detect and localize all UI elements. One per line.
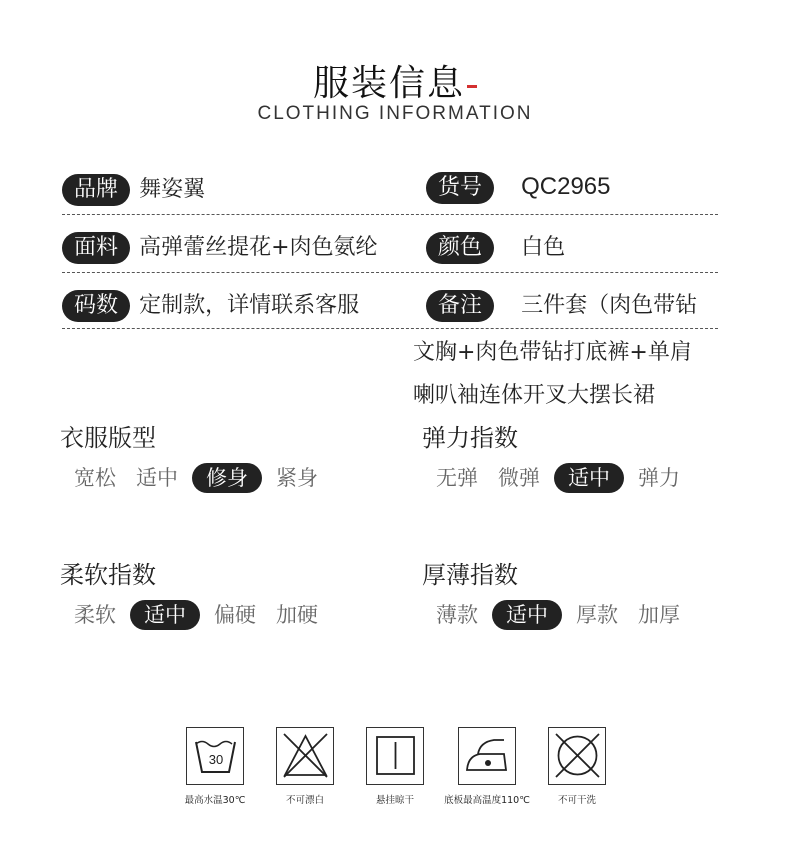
title-accent bbox=[467, 85, 477, 88]
fit-scale bbox=[64, 463, 328, 493]
sku-row bbox=[426, 172, 611, 204]
scale-option: 宽松 bbox=[74, 466, 116, 490]
size-value: 定制款，详情联系客服 bbox=[139, 293, 360, 318]
scale-option-selected: 适中 bbox=[130, 600, 200, 630]
note-line-3: 喇叭袖连体开叉大摆长裙 bbox=[413, 383, 656, 408]
color-label: 颜色 bbox=[426, 232, 494, 264]
fit-title: 衣服版型 bbox=[60, 424, 156, 452]
note-line-2: 文胸+肉色带钻打底裤+单肩 bbox=[413, 340, 692, 365]
scale-option: 紧身 bbox=[276, 466, 318, 490]
wash-temp: 30 bbox=[208, 752, 223, 767]
scale-option-selected: 修身 bbox=[192, 463, 262, 493]
brand-value: 舞姿翼 bbox=[139, 177, 206, 202]
divider bbox=[62, 272, 718, 273]
scale-option: 薄款 bbox=[436, 603, 478, 627]
elasticity-title: 弹力指数 bbox=[422, 424, 518, 452]
scale-option: 无弹 bbox=[436, 466, 478, 490]
size-row bbox=[62, 288, 359, 322]
page-title: 服装信息 bbox=[0, 55, 790, 106]
scale-option: 厚款 bbox=[576, 603, 618, 627]
care-caption: 悬挂晾干 bbox=[375, 795, 414, 806]
size-label: 码数 bbox=[62, 290, 130, 322]
scale-option: 适中 bbox=[136, 466, 178, 490]
elasticity-scale bbox=[426, 463, 690, 493]
scale-option: 柔软 bbox=[74, 603, 116, 627]
fabric-row bbox=[62, 230, 378, 264]
care-caption: 底板最高温度110℃ bbox=[444, 795, 530, 806]
color-value: 白色 bbox=[521, 235, 566, 260]
divider bbox=[62, 214, 718, 215]
wash-30-icon bbox=[186, 727, 244, 785]
note-line-1: 三件套（肉色带钻 bbox=[521, 293, 698, 318]
color-row bbox=[426, 230, 565, 264]
scale-option: 微弹 bbox=[498, 466, 540, 490]
fabric-label: 面料 bbox=[62, 232, 130, 264]
softness-title: 柔软指数 bbox=[60, 561, 156, 589]
softness-scale bbox=[64, 600, 328, 630]
care-item bbox=[522, 727, 632, 806]
scale-option: 加硬 bbox=[276, 603, 318, 627]
scale-option-selected: 适中 bbox=[554, 463, 624, 493]
care-caption: 不可干洗 bbox=[557, 795, 596, 806]
thickness-title: 厚薄指数 bbox=[422, 561, 518, 589]
scale-option: 加厚 bbox=[638, 603, 680, 627]
note-row bbox=[426, 288, 697, 322]
note-label: 备注 bbox=[426, 290, 494, 322]
sku-value: QC2965 bbox=[521, 173, 611, 200]
sku-label: 货号 bbox=[426, 172, 494, 204]
scale-option: 弹力 bbox=[638, 466, 680, 490]
page-subtitle: CLOTHING INFORMATION bbox=[257, 103, 533, 124]
care-caption: 不可漂白 bbox=[285, 795, 324, 806]
scale-option: 偏硬 bbox=[214, 603, 256, 627]
iron-icon bbox=[458, 727, 516, 785]
brand-row bbox=[62, 172, 205, 206]
thickness-scale bbox=[426, 600, 690, 630]
scale-option-selected: 适中 bbox=[492, 600, 562, 630]
care-caption: 最高水温30℃ bbox=[184, 795, 246, 806]
fabric-value: 高弹蕾丝提花+肉色氨纶 bbox=[139, 235, 378, 260]
brand-label: 品牌 bbox=[62, 174, 130, 206]
divider bbox=[62, 328, 718, 329]
hang-dry-icon bbox=[366, 727, 424, 785]
no-bleach-icon bbox=[276, 727, 334, 785]
no-wash-icon bbox=[548, 727, 606, 785]
